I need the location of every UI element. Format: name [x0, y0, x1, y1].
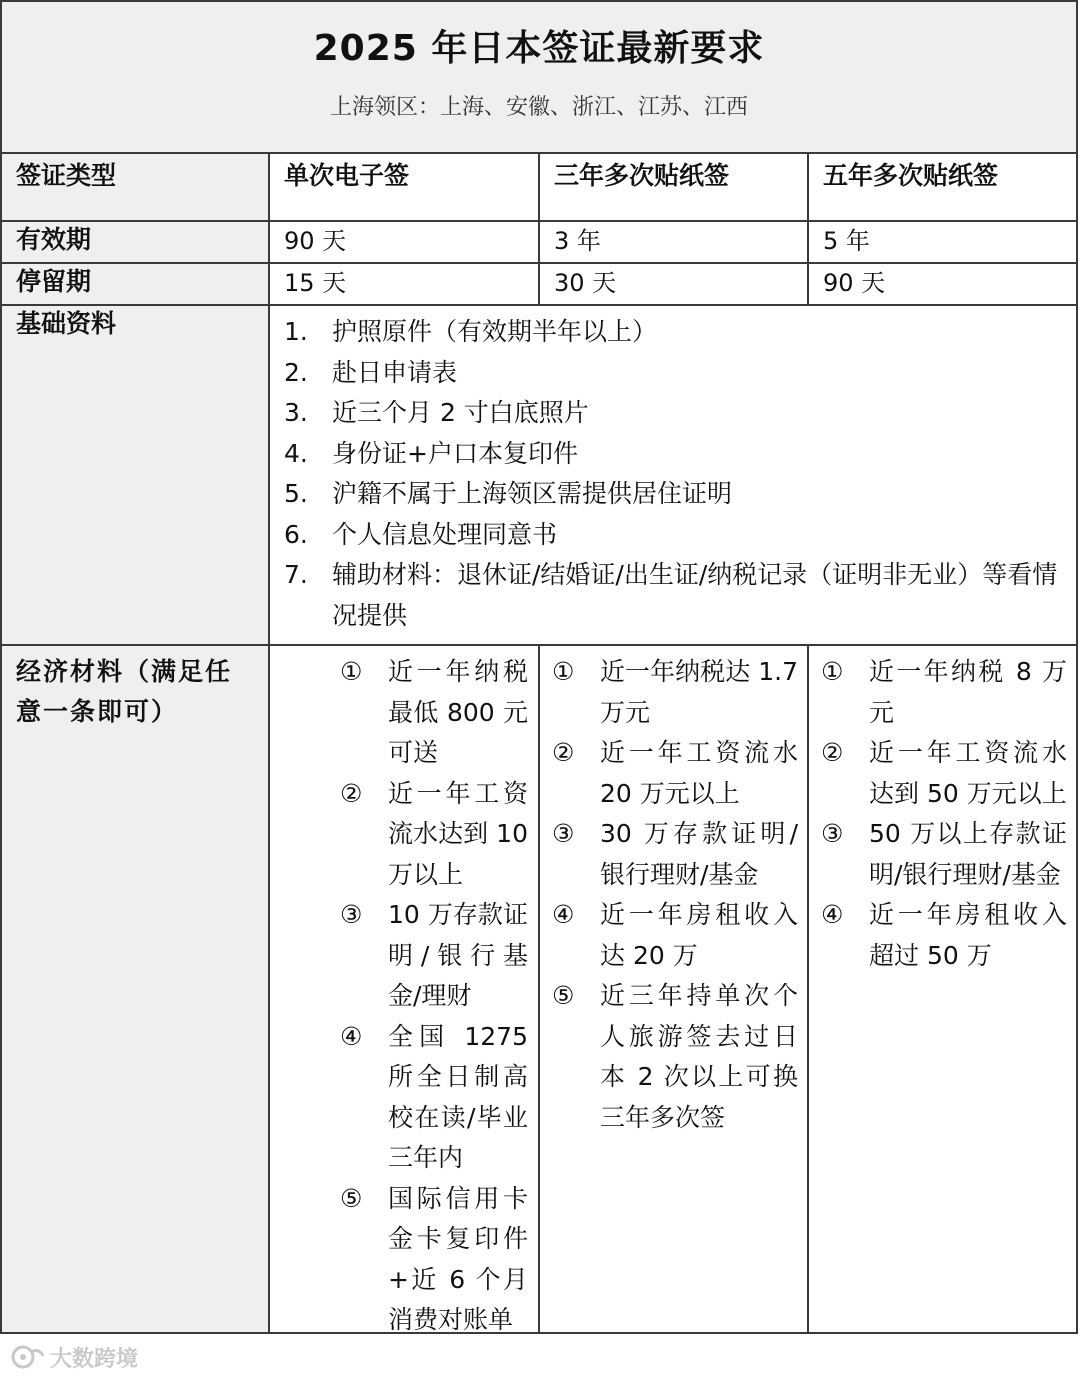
list-item [821, 652, 1067, 733]
circled-number: ② [821, 738, 844, 767]
list-number: 5. [284, 479, 308, 508]
economic-five-year-cell [807, 644, 1078, 1334]
list-item [284, 393, 1060, 434]
stay-single: 15 天 [284, 269, 347, 297]
row-label-economic [0, 644, 270, 1334]
circled-number: ④ [821, 900, 844, 929]
list-text: 个人信息处理同意书 [332, 519, 558, 549]
list-item [340, 652, 528, 774]
circled-number: ⑤ [552, 981, 575, 1010]
list-text: 国际信用卡金卡复印件+近 6 个月消费对账单 [388, 1183, 528, 1334]
basic-materials-list [284, 312, 1060, 636]
list-item [340, 1179, 528, 1335]
stay-five-year: 90 天 [823, 269, 886, 297]
stay-five-year-cell [807, 262, 1078, 306]
list-item [284, 474, 1060, 515]
validity-single-cell [268, 220, 540, 264]
row-label-basic [0, 304, 270, 646]
list-item [284, 312, 1060, 353]
list-text: 近一年工资流水达到 10 万以上 [388, 778, 528, 889]
list-text: 50 万以上存款证明/银行理财/基金 [869, 819, 1067, 889]
list-text: 近一年纳税 8 万元 [869, 657, 1067, 727]
row-label-validity [0, 220, 270, 264]
list-item [340, 774, 528, 896]
list-number: 2. [284, 357, 308, 387]
brand-logo-icon [10, 1344, 46, 1370]
list-text: 全国 1275 所全日制高校在读/毕业三年内 [388, 1021, 528, 1172]
list-text: 近一年房租收入达 20 万 [600, 900, 798, 970]
list-item [552, 814, 798, 895]
header-cell-five-year [807, 152, 1078, 222]
list-number: 1. [284, 317, 308, 346]
list-text: 近一年纳税达 1.7 万元 [600, 657, 798, 727]
list-text: 沪籍不属于上海领区需提供居住证明 [332, 479, 733, 508]
validity-single: 90 天 [284, 227, 347, 255]
list-number: 3. [284, 398, 308, 427]
economic-five-year-list [821, 652, 1067, 976]
validity-five-year-cell [807, 220, 1078, 264]
basic-materials-cell [268, 304, 1078, 646]
list-number: 6. [284, 519, 308, 549]
list-text: 近一年房租收入超过 50 万 [869, 900, 1067, 970]
list-item [284, 555, 1060, 636]
list-number: 7. [284, 560, 308, 589]
list-text: 30 万存款证明/银行理财/基金 [600, 819, 798, 889]
list-item [821, 733, 1067, 814]
header-label-three-year: 三年多次贴纸签 [554, 161, 730, 190]
list-text: 辅助材料：退休证/结婚证/出生证/纳税记录（证明非无业）等看情况提供 [332, 560, 1058, 630]
title-section [0, 0, 1078, 154]
circled-number: ① [340, 657, 363, 686]
header-cell-three-year [538, 152, 809, 222]
list-item [552, 976, 798, 1138]
list-text: 护照原件（有效期半年以上） [332, 317, 658, 346]
list-item [552, 733, 798, 814]
header-cell-single [268, 152, 540, 222]
circled-number: ③ [340, 900, 363, 929]
list-text: 近三个月 2 寸白底照片 [332, 398, 589, 427]
list-text: 近三年持单次个人旅游签去过日本 2 次以上可换三年多次签 [600, 981, 798, 1132]
list-item [821, 814, 1067, 895]
stay-three-year: 30 天 [554, 269, 617, 297]
economic-single-cell [268, 644, 540, 1334]
validity-three-year: 3 年 [554, 227, 601, 255]
circled-number: ④ [552, 900, 575, 929]
header-label-single: 单次电子签 [284, 161, 410, 190]
list-text: 赴日申请表 [332, 357, 458, 387]
watermark [10, 1342, 138, 1372]
list-item [284, 515, 1060, 556]
list-item [284, 353, 1060, 394]
circled-number: ③ [821, 819, 844, 848]
economic-single-list [340, 652, 528, 1334]
basic-label: 基础资料 [16, 309, 117, 338]
economic-three-year-cell [538, 644, 809, 1334]
stay-label: 停留期 [16, 267, 92, 296]
page-title: 2025 年日本签证最新要求 [313, 28, 765, 69]
validity-five-year: 5 年 [823, 227, 870, 255]
circled-number: ③ [552, 819, 575, 848]
list-text: 10 万存款证明/银行基金/理财 [388, 900, 528, 1010]
consular-district-subtitle: 上海领区：上海、安徽、浙江、江苏、江西 [329, 95, 748, 120]
economic-label: 经济材料（满足任意一条即可） [16, 657, 233, 726]
row-label-stay [0, 262, 270, 306]
stay-three-year-cell [538, 262, 809, 306]
list-text: 近一年工资流水达到 50 万元以上 [869, 738, 1067, 808]
list-item [340, 895, 528, 1017]
list-item [552, 652, 798, 733]
circled-number: ① [821, 657, 844, 686]
circled-number: ② [340, 778, 363, 808]
header-label-visa-type: 签证类型 [16, 161, 117, 190]
watermark-text: 大数跨境 [50, 1346, 139, 1372]
validity-three-year-cell [538, 220, 809, 264]
stay-single-cell [268, 262, 540, 306]
list-item [284, 434, 1060, 475]
economic-three-year-list [552, 652, 798, 1138]
list-item [340, 1017, 528, 1179]
circled-number: ⑤ [340, 1183, 363, 1213]
circled-number: ② [552, 738, 575, 767]
list-item [821, 895, 1067, 976]
list-text: 近一年工资流水 20 万元以上 [600, 738, 798, 808]
list-text: 近一年纳税最低 800 元可送 [388, 657, 528, 767]
list-number: 4. [284, 438, 308, 468]
header-cell-visa-type [0, 152, 270, 222]
list-text: 身份证+户口本复印件 [332, 438, 578, 468]
list-item [552, 895, 798, 976]
circled-number: ① [552, 657, 575, 686]
circled-number: ④ [340, 1021, 363, 1051]
validity-label: 有效期 [16, 225, 92, 254]
header-label-five-year: 五年多次贴纸签 [823, 161, 999, 190]
